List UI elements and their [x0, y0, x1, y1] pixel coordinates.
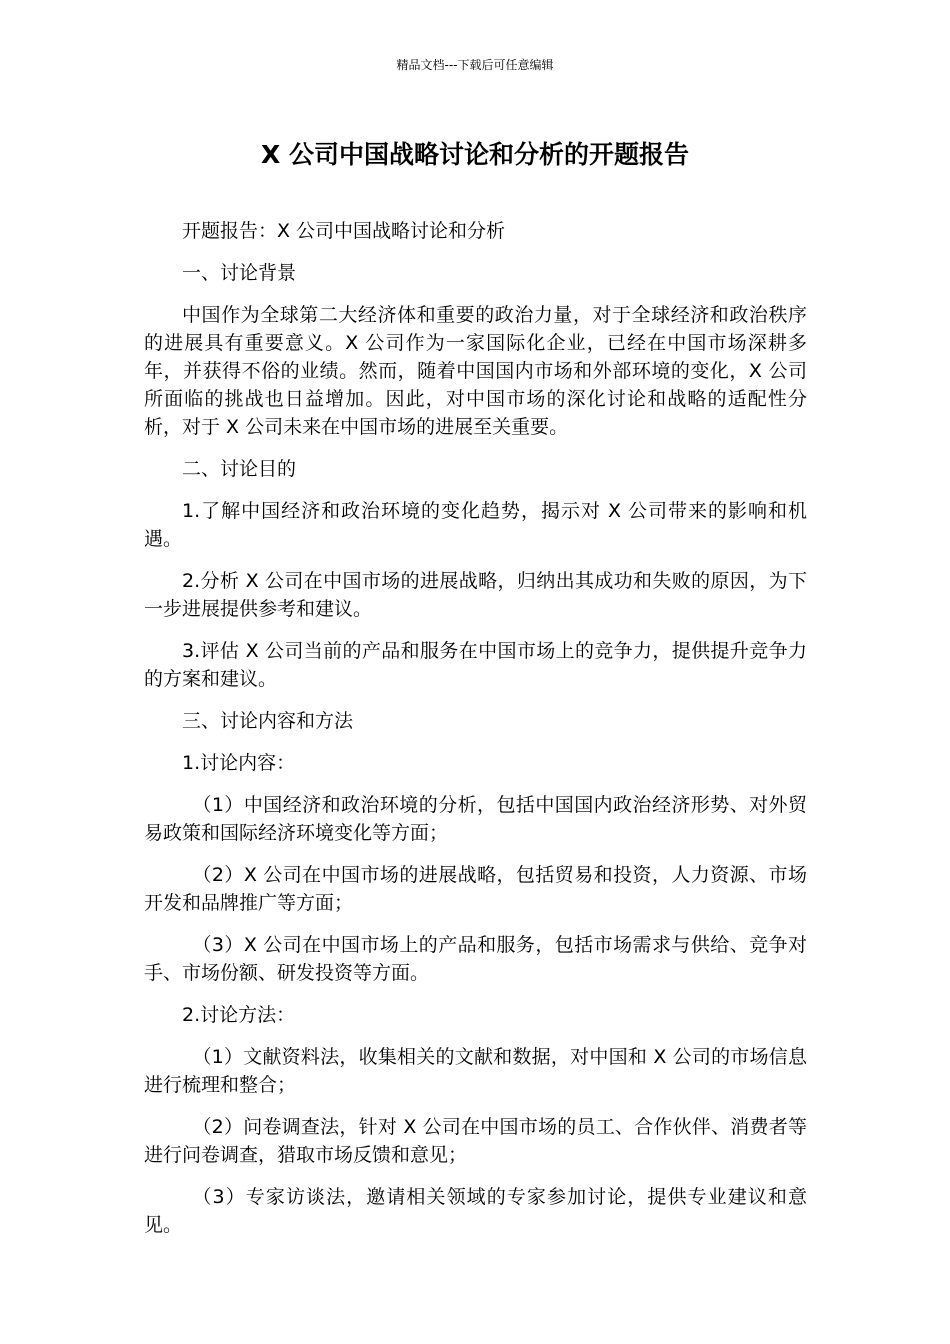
- method-item-2: （2）问卷调查法，针对 X 公司在中国市场的员工、合作伙伴、消费者等进行问卷调查，猎取市场反馈和意见；: [144, 1116, 807, 1166]
- content-subheading: 1.讨论内容：: [182, 752, 296, 774]
- content-item-2: （2）X 公司在中国市场的进展战略，包括贸易和投资，人力资源、市场开发和品牌推广等方面；: [144, 864, 807, 914]
- document-body: [144, 217, 807, 1253]
- section-heading-content-methods: 三、讨论内容和方法: [182, 710, 354, 732]
- method-item-3: （3）专家访谈法，邀请相关领域的专家参加讨论，提供专业建议和意见。: [144, 1186, 807, 1236]
- header-note: 精品文档---下载后可任意编辑: [396, 58, 554, 72]
- section-heading-purpose: 二、讨论目的: [182, 458, 297, 480]
- content-item-3: （3）X 公司在中国市场上的产品和服务，包括市场需求与供给、竞争对手、市场份额、研发投资等方面。: [144, 934, 807, 984]
- section-heading-background: 一、讨论背景: [182, 262, 297, 284]
- document-title: X 公司中国战略讨论和分析的开题报告: [261, 140, 689, 169]
- content-item-1: （1）中国经济和政治环境的分析，包括中国国内政治经济形势、对外贸易政策和国际经济环境变化等方面；: [144, 794, 807, 844]
- purpose-item-1: 1.了解中国经济和政治环境的变化趋势，揭示对 X 公司带来的影响和机遇。: [144, 500, 807, 550]
- methods-subheading: 2.讨论方法：: [182, 1004, 296, 1026]
- background-paragraph: 中国作为全球第二大经济体和重要的政治力量，对于全球经济和政治秩序的进展具有重要意义。X 公司作为一家国际化企业，已经在中国市场深耕多年，并获得不俗的业绩。然而，随着中国国内市场和外部环境的变化，X 公司所面临的挑战也日益增加。因此，对中国市场的深化讨论和战略的适配性分析，对于 X 公司未来在中国市场的进展至关重要。: [144, 304, 807, 438]
- purpose-item-2: 2.分析 X 公司在中国市场的进展战略，归纳出其成功和失败的原因，为下一步进展提供参考和建议。: [144, 570, 807, 620]
- report-subject-line: 开题报告：X 公司中国战略讨论和分析: [182, 220, 506, 242]
- method-item-1: （1）文献资料法，收集相关的文献和数据，对中国和 X 公司的市场信息进行梳理和整合；: [144, 1046, 807, 1096]
- purpose-item-3: 3.评估 X 公司当前的产品和服务在中国市场上的竞争力，提供提升竞争力的方案和建议。: [144, 640, 807, 690]
